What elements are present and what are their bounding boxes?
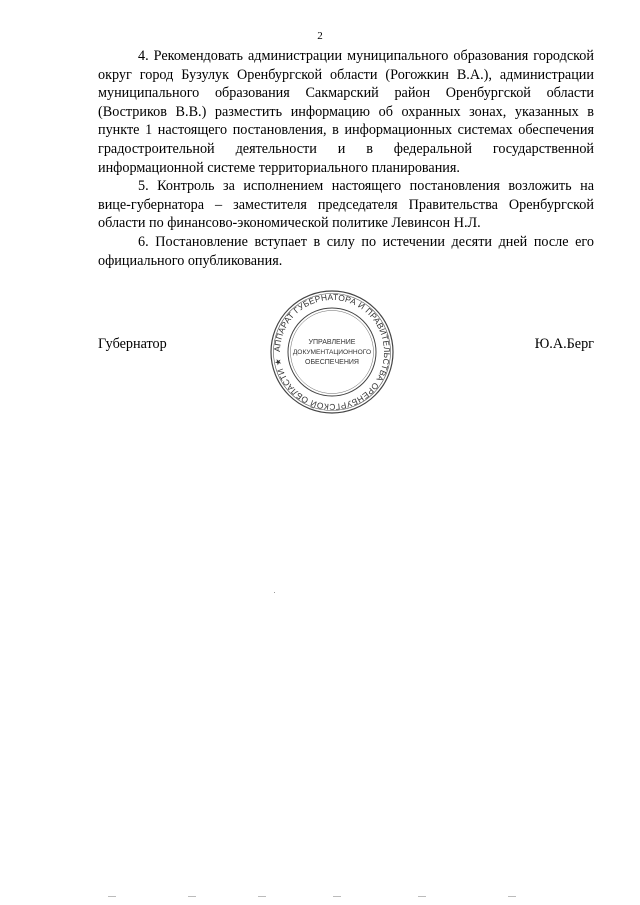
- paragraph-5: 5. Контроль за исполнением настоящего постановления возложить на вице-губернатора – заместителя председателя Правительства Оренбургской области по финансово-экономической политике Левинсон Н.Л.: [98, 178, 594, 232]
- page-number: 2: [317, 30, 323, 42]
- stamp-ring-textpath: АППАРАТ ГУБЕРНАТОРА И ПРАВИТЕЛЬСТВА ОРЕНБУРГСКОЙ ОБЛАСТИ ★: [271, 291, 393, 413]
- scan-mark: [333, 896, 341, 897]
- stamp-center-line-2: ДОКУМЕНТАЦИОННОГО: [292, 349, 372, 356]
- document-body: [98, 47, 594, 270]
- scan-mark: [108, 896, 116, 897]
- scan-mark: [188, 896, 196, 897]
- scan-mark: [508, 896, 516, 897]
- paragraph-4: 4. Рекомендовать администрации муниципального образования городской округ город Бузулук Оренбургской области (Рогожкин В.А.), администрации муниципального образования Сакмарский район Оренбургской области (Востриков В.В.) разместить информацию об охранных зонах, указанных в пункте 1 настоящего постановления, в информационных системах обеспечения градостроительной деятельности и в федеральной государственной информационной системе территориального планирования.: [98, 48, 594, 176]
- scan-mark: [258, 896, 266, 897]
- stamp-center-line-1: УПРАВЛЕНИЕ: [308, 339, 356, 346]
- signatory-name: Ю.А.Берг: [534, 336, 594, 352]
- signatory-title: Губернатор: [98, 336, 167, 352]
- stamp-center-line-3: ОБЕСПЕЧЕНИЯ: [305, 359, 359, 366]
- official-stamp: [268, 288, 396, 416]
- paragraph-6: 6. Постановление вступает в силу по истечении десяти дней после его официального опубликования.: [98, 233, 594, 269]
- scan-speck: [274, 592, 275, 593]
- scan-mark: [418, 896, 426, 897]
- scan-edge-marks: [108, 896, 528, 898]
